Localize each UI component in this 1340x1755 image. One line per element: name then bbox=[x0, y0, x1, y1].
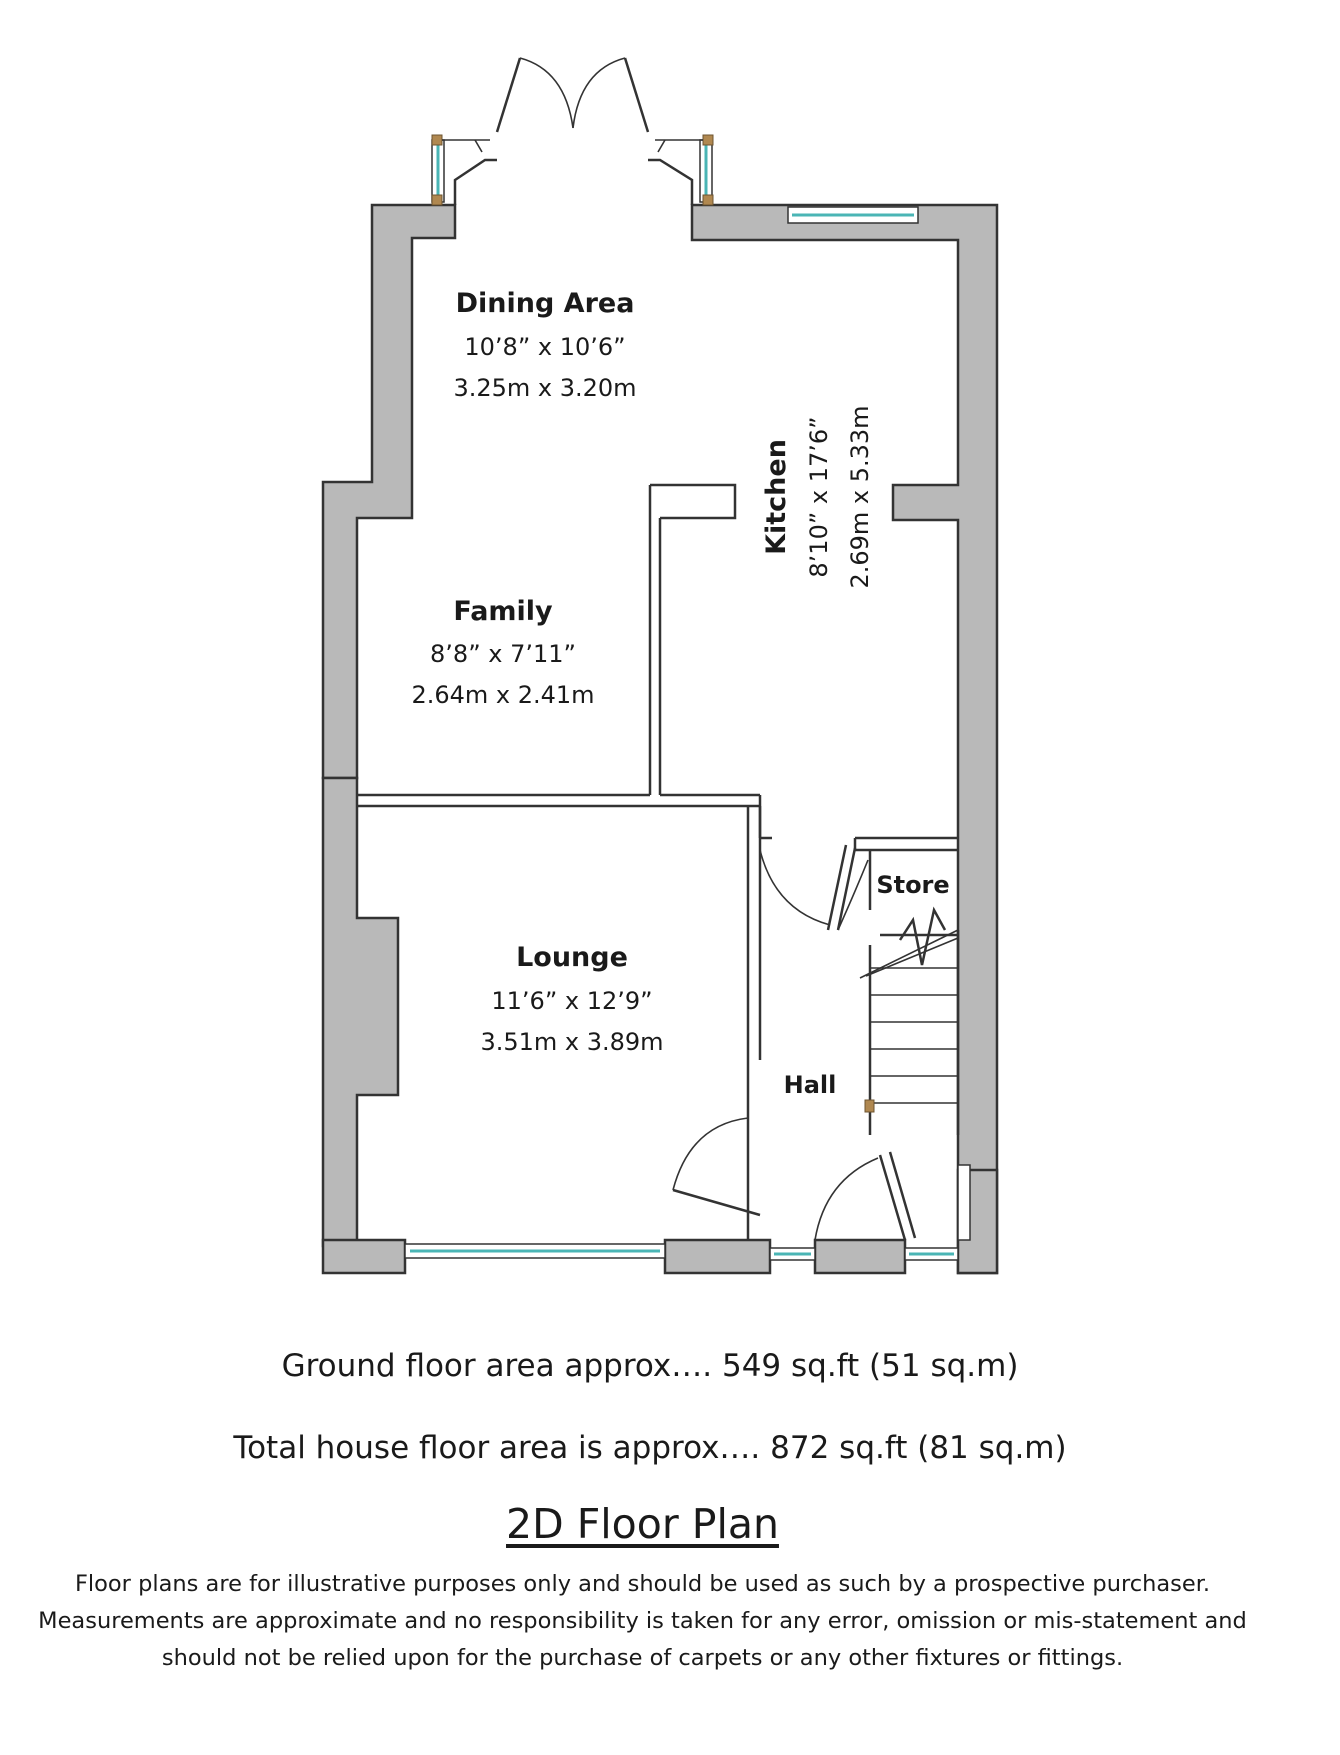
store-name: Store bbox=[876, 871, 950, 899]
page-title bbox=[0, 1500, 1285, 1548]
rear-french-doors bbox=[497, 58, 648, 132]
dining-area-label bbox=[453, 288, 636, 402]
lounge-name: Lounge bbox=[516, 942, 628, 973]
front-door bbox=[815, 1152, 970, 1240]
dining-area-metric: 3.25m x 3.20m bbox=[453, 374, 637, 402]
internal-walls bbox=[357, 485, 958, 1240]
lounge-label bbox=[480, 942, 663, 1056]
stairs bbox=[860, 910, 958, 1112]
total-floor-area: Total house floor area is approx…. 872 sq.ft (81 sq.m) bbox=[233, 1430, 1067, 1466]
family-metric: 2.64m x 2.41m bbox=[411, 681, 595, 709]
ground-floor-area: Ground floor area approx…. 549 sq.ft (51 sq.m) bbox=[281, 1348, 1019, 1384]
disclaimer bbox=[0, 1566, 1285, 1677]
disclaimer-line-1: Floor plans are for illustrative purposes only and should be used as such by a prospective purchaser. bbox=[74, 1571, 1211, 1597]
family-name: Family bbox=[453, 596, 553, 627]
disclaimer-line-2: Measurements are approximate and no responsibility is taken for any error, omission or mis-statement and bbox=[38, 1608, 1247, 1634]
kitchen-metric: 2.69m x 5.33m bbox=[846, 405, 874, 589]
lounge-metric: 3.51m x 3.89m bbox=[480, 1028, 664, 1056]
bay-frame bbox=[432, 135, 713, 205]
family-label bbox=[411, 596, 594, 709]
dining-window bbox=[788, 207, 918, 223]
dining-area-name: Dining Area bbox=[455, 288, 635, 319]
kitchen-imperial: 8’10” x 17’6” bbox=[805, 416, 833, 578]
kitchen-label bbox=[761, 405, 874, 588]
family-imperial: 8’8” x 7’11” bbox=[430, 640, 576, 668]
dining-area-imperial: 10’8” x 10’6” bbox=[464, 333, 626, 361]
kitchen-name: Kitchen bbox=[761, 439, 792, 555]
hall-name: Hall bbox=[783, 1071, 837, 1099]
lounge-imperial: 11’6” x 12’9” bbox=[491, 987, 653, 1015]
lounge-window bbox=[405, 1244, 665, 1258]
disclaimer-line-3: should not be relied upon for the purchase of carpets or any other fixtures or fittings. bbox=[161, 1645, 1124, 1671]
hall-kitchen-door bbox=[760, 835, 830, 925]
store-door bbox=[828, 845, 868, 930]
page-title-text: 2D Floor Plan bbox=[506, 1500, 779, 1548]
